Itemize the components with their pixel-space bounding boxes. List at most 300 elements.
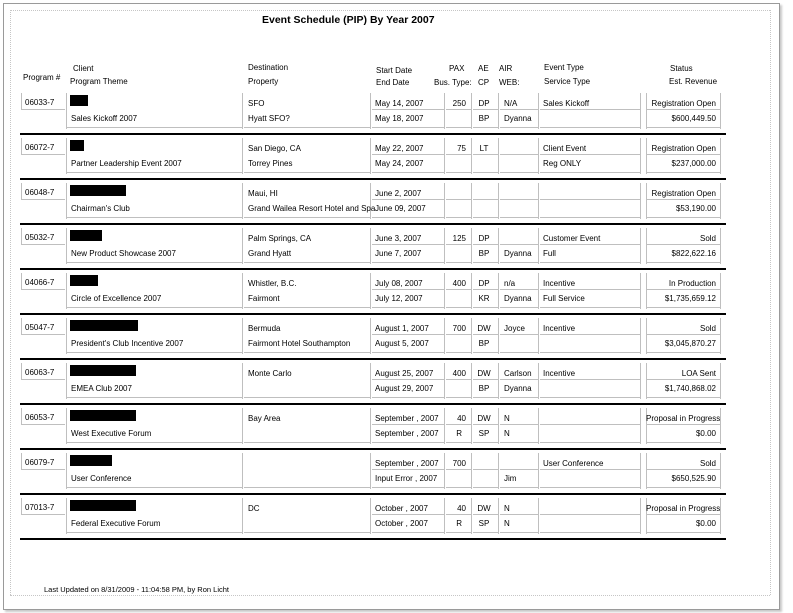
property: Grand Hyatt bbox=[248, 249, 292, 258]
cell-border bbox=[498, 318, 499, 354]
ae-code: DP bbox=[478, 279, 490, 288]
cell-border bbox=[372, 199, 444, 200]
cell-border bbox=[646, 262, 720, 263]
row-separator bbox=[20, 493, 726, 495]
cell-border bbox=[242, 273, 243, 309]
start-date: September , 2007 bbox=[375, 414, 439, 423]
cell-border bbox=[446, 109, 471, 110]
property: Torrey Pines bbox=[248, 159, 293, 168]
cp-code: BP bbox=[478, 249, 490, 258]
property: Hyatt SFO? bbox=[248, 114, 290, 123]
cell-border bbox=[498, 498, 499, 534]
cell-border bbox=[500, 127, 538, 128]
cell-border bbox=[66, 363, 67, 399]
cell-border bbox=[370, 228, 371, 264]
web-value: Dyanna bbox=[504, 114, 532, 123]
cell-border bbox=[21, 199, 65, 200]
est-revenue: $1,740,868.02 bbox=[664, 384, 716, 393]
header-web: WEB: bbox=[499, 78, 520, 87]
cell-border bbox=[540, 217, 640, 218]
cell-border bbox=[446, 127, 471, 128]
status-text: LOA Sent bbox=[681, 369, 716, 378]
redacted-client-name bbox=[70, 320, 138, 331]
cell-border bbox=[540, 487, 640, 488]
cell-border bbox=[500, 469, 538, 470]
cell-border bbox=[372, 334, 444, 335]
end-date: Input Error , 2007 bbox=[375, 474, 438, 483]
cell-border bbox=[66, 172, 242, 173]
cell-border bbox=[500, 154, 538, 155]
cell-border bbox=[646, 244, 720, 245]
cell-border bbox=[538, 138, 539, 174]
cell-border bbox=[446, 424, 471, 425]
event-type: User Conference bbox=[543, 459, 604, 468]
cp-code: BP bbox=[478, 384, 490, 393]
cell-border bbox=[446, 487, 471, 488]
cell-border bbox=[21, 318, 22, 334]
cell-border bbox=[646, 442, 720, 443]
cell-border bbox=[540, 379, 640, 380]
cell-border bbox=[372, 262, 444, 263]
program-number: 06072-7 bbox=[25, 143, 55, 152]
cell-border bbox=[66, 138, 67, 174]
report-title: Event Schedule (PIP) By Year 2007 bbox=[262, 14, 435, 26]
cell-border bbox=[538, 453, 539, 489]
cell-border bbox=[540, 442, 640, 443]
margin-guide-bottom bbox=[10, 595, 770, 596]
cell-border bbox=[500, 424, 538, 425]
cell-border bbox=[540, 352, 640, 353]
cell-border bbox=[500, 397, 538, 398]
header-program: Program # bbox=[23, 73, 61, 82]
cp-code: BP bbox=[478, 339, 490, 348]
property: Fairmont Hotel Southampton bbox=[248, 339, 351, 348]
cell-border bbox=[242, 408, 243, 444]
cell-border bbox=[473, 127, 498, 128]
status-text: In Production bbox=[668, 279, 716, 288]
cell-border bbox=[244, 442, 370, 443]
cell-border bbox=[66, 307, 242, 308]
cell-border bbox=[372, 217, 444, 218]
cell-border bbox=[244, 262, 370, 263]
web-value: Dyanna bbox=[504, 384, 532, 393]
cell-border bbox=[66, 262, 242, 263]
cell-border bbox=[640, 138, 641, 174]
cell-border bbox=[21, 498, 22, 514]
cell-border bbox=[538, 363, 539, 399]
cell-border bbox=[473, 379, 498, 380]
cell-border bbox=[372, 532, 444, 533]
cell-border bbox=[646, 127, 720, 128]
program-number: 04066-7 bbox=[25, 278, 55, 287]
cell-border bbox=[444, 453, 445, 489]
cell-border bbox=[372, 469, 444, 470]
start-date: August 1, 2007 bbox=[375, 324, 429, 333]
cell-border bbox=[21, 424, 65, 425]
cell-border bbox=[471, 273, 472, 309]
cell-border bbox=[540, 199, 640, 200]
cell-border bbox=[66, 318, 67, 354]
end-date: August 5, 2007 bbox=[375, 339, 429, 348]
start-date: July 08, 2007 bbox=[375, 279, 423, 288]
cell-border bbox=[471, 318, 472, 354]
pax-count: 250 bbox=[452, 99, 466, 108]
cell-border bbox=[500, 487, 538, 488]
end-date: June 7, 2007 bbox=[375, 249, 422, 258]
cell-border bbox=[471, 138, 472, 174]
status-text: Sold bbox=[699, 324, 716, 333]
cell-border bbox=[21, 154, 65, 155]
row-separator bbox=[20, 223, 726, 225]
cell-border bbox=[538, 228, 539, 264]
redacted-client-name bbox=[70, 410, 136, 421]
program-theme: Chairman's Club bbox=[71, 204, 130, 213]
cell-border bbox=[370, 138, 371, 174]
cell-border bbox=[471, 363, 472, 399]
cell-border bbox=[444, 93, 445, 129]
cell-border bbox=[720, 138, 721, 174]
cell-border bbox=[473, 289, 498, 290]
status-text: Sold bbox=[699, 459, 716, 468]
header-bus-type: Bus. Type: bbox=[434, 78, 472, 87]
cell-border bbox=[473, 442, 498, 443]
cell-border bbox=[640, 318, 641, 354]
cell-border bbox=[540, 307, 640, 308]
cell-border bbox=[242, 318, 243, 354]
cell-border bbox=[498, 453, 499, 489]
ae-code: DW bbox=[477, 504, 491, 513]
start-date: May 22, 2007 bbox=[375, 144, 424, 153]
cp-code: BP bbox=[478, 114, 490, 123]
last-updated-footer: Last Updated on 8/31/2009 - 11:04:58 PM, by Ron Licht bbox=[44, 585, 229, 594]
destination: Bermuda bbox=[248, 324, 281, 333]
cell-border bbox=[444, 138, 445, 174]
cell-border bbox=[646, 487, 720, 488]
cell-border bbox=[498, 183, 499, 219]
cell-border bbox=[446, 307, 471, 308]
cell-border bbox=[538, 273, 539, 309]
cell-border bbox=[21, 289, 65, 290]
cell-border bbox=[500, 307, 538, 308]
cell-border bbox=[720, 318, 721, 354]
row-separator bbox=[20, 358, 726, 360]
row-separator bbox=[20, 133, 726, 135]
pax-count: 700 bbox=[452, 459, 466, 468]
row-separator bbox=[20, 268, 726, 270]
cell-border bbox=[21, 469, 65, 470]
property: Grand Wailea Resort Hotel and Spa bbox=[248, 204, 376, 213]
cell-border bbox=[66, 397, 242, 398]
cell-border bbox=[372, 379, 444, 380]
cell-border bbox=[498, 363, 499, 399]
cell-border bbox=[500, 262, 538, 263]
cell-border bbox=[720, 273, 721, 309]
pax-count: 400 bbox=[452, 279, 466, 288]
cell-border bbox=[372, 172, 444, 173]
cell-border bbox=[473, 532, 498, 533]
status-text: Proposal in Progress bbox=[646, 504, 721, 513]
cell-border bbox=[540, 127, 640, 128]
cell-border bbox=[370, 453, 371, 489]
cell-border bbox=[372, 442, 444, 443]
cell-border bbox=[471, 498, 472, 534]
cell-border bbox=[500, 172, 538, 173]
header-theme: Program Theme bbox=[70, 77, 128, 86]
cell-border bbox=[244, 217, 370, 218]
cell-border bbox=[244, 172, 370, 173]
end-date: June 09, 2007 bbox=[375, 204, 426, 213]
program-number: 06053-7 bbox=[25, 413, 55, 422]
cell-border bbox=[446, 469, 471, 470]
destination: SFO bbox=[248, 99, 265, 108]
program-theme: Partner Leadership Event 2007 bbox=[71, 159, 182, 168]
header-destination: Destination bbox=[248, 63, 289, 72]
program-theme: Federal Executive Forum bbox=[71, 519, 161, 528]
cell-border bbox=[66, 352, 242, 353]
cell-border bbox=[473, 352, 498, 353]
est-revenue: $53,190.00 bbox=[675, 204, 716, 213]
cell-border bbox=[372, 397, 444, 398]
destination: Bay Area bbox=[248, 414, 281, 423]
cell-border bbox=[66, 273, 67, 309]
cell-border bbox=[444, 273, 445, 309]
cell-border bbox=[444, 228, 445, 264]
cell-border bbox=[646, 397, 720, 398]
cell-border bbox=[66, 442, 242, 443]
program-number: 05032-7 bbox=[25, 233, 55, 242]
ae-code: DW bbox=[477, 369, 491, 378]
pax-count: 700 bbox=[452, 324, 466, 333]
cell-border bbox=[444, 318, 445, 354]
cell-border bbox=[66, 127, 242, 128]
cell-border bbox=[473, 244, 498, 245]
cell-border bbox=[372, 424, 444, 425]
start-date: October , 2007 bbox=[375, 504, 428, 513]
cell-border bbox=[446, 217, 471, 218]
cell-border bbox=[473, 469, 498, 470]
cell-border bbox=[720, 228, 721, 264]
cell-border bbox=[66, 93, 67, 129]
redacted-client-name bbox=[70, 365, 136, 376]
cell-border bbox=[21, 244, 65, 245]
destination: Monte Carlo bbox=[248, 369, 292, 378]
program-theme: User Conference bbox=[71, 474, 132, 483]
cell-border bbox=[473, 262, 498, 263]
redacted-client-name bbox=[70, 275, 98, 286]
event-type: Incentive bbox=[543, 369, 576, 378]
cell-border bbox=[646, 307, 720, 308]
row-separator bbox=[20, 313, 726, 315]
cell-border bbox=[473, 487, 498, 488]
cell-border bbox=[446, 379, 471, 380]
destination: Palm Springs, CA bbox=[248, 234, 312, 243]
web-value: Jim bbox=[504, 474, 517, 483]
cell-border bbox=[473, 514, 498, 515]
cell-border bbox=[540, 514, 640, 515]
cell-border bbox=[646, 352, 720, 353]
web-value: Dyanna bbox=[504, 249, 532, 258]
cell-border bbox=[66, 408, 67, 444]
cell-border bbox=[540, 244, 640, 245]
cell-border bbox=[370, 363, 371, 399]
cell-border bbox=[538, 408, 539, 444]
pax-count: 400 bbox=[452, 369, 466, 378]
cell-border bbox=[372, 307, 444, 308]
row-separator bbox=[20, 403, 726, 405]
cell-border bbox=[21, 408, 22, 424]
cell-border bbox=[498, 228, 499, 264]
event-type: Incentive bbox=[543, 324, 576, 333]
cell-border bbox=[473, 307, 498, 308]
cell-border bbox=[473, 109, 498, 110]
event-type: Customer Event bbox=[543, 234, 601, 243]
cell-border bbox=[242, 498, 243, 534]
start-date: August 25, 2007 bbox=[375, 369, 434, 378]
web-value: N bbox=[504, 519, 510, 528]
est-revenue: $1,735,659.12 bbox=[664, 294, 716, 303]
cell-border bbox=[540, 289, 640, 290]
cell-border bbox=[646, 199, 720, 200]
est-revenue: $600,449.50 bbox=[671, 114, 716, 123]
cell-border bbox=[66, 487, 242, 488]
cell-border bbox=[646, 469, 720, 470]
cell-border bbox=[500, 217, 538, 218]
air-value: N/A bbox=[504, 99, 518, 108]
header-ae: AE bbox=[478, 64, 489, 73]
cell-border bbox=[244, 487, 370, 488]
ae-code: DW bbox=[477, 414, 491, 423]
air-value: N bbox=[504, 414, 510, 423]
status-text: Registration Open bbox=[651, 144, 716, 153]
cell-border bbox=[471, 408, 472, 444]
header-end-date: End Date bbox=[376, 78, 410, 87]
web-value: Dyanna bbox=[504, 294, 532, 303]
service-type: Reg ONLY bbox=[543, 159, 582, 168]
cell-border bbox=[720, 408, 721, 444]
cell-border bbox=[244, 397, 370, 398]
cell-border bbox=[720, 183, 721, 219]
event-type: Sales Kickoff bbox=[543, 99, 590, 108]
cell-border bbox=[242, 453, 243, 489]
cell-border bbox=[500, 379, 538, 380]
cell-border bbox=[646, 424, 720, 425]
cell-border bbox=[720, 498, 721, 534]
header-start-date: Start Date bbox=[376, 66, 413, 75]
cell-border bbox=[446, 532, 471, 533]
start-date: September , 2007 bbox=[375, 459, 439, 468]
cell-border bbox=[500, 289, 538, 290]
est-revenue: $237,000.00 bbox=[671, 159, 716, 168]
cell-border bbox=[372, 154, 444, 155]
status-text: Registration Open bbox=[651, 189, 716, 198]
cell-border bbox=[446, 262, 471, 263]
cell-border bbox=[540, 424, 640, 425]
cell-border bbox=[372, 514, 444, 515]
cell-border bbox=[498, 408, 499, 444]
cell-border bbox=[66, 228, 67, 264]
cell-border bbox=[372, 127, 444, 128]
program-theme: West Executive Forum bbox=[71, 429, 152, 438]
start-date: June 3, 2007 bbox=[375, 234, 422, 243]
cell-border bbox=[21, 183, 22, 199]
cell-border bbox=[444, 408, 445, 444]
cell-border bbox=[720, 453, 721, 489]
end-date: May 24, 2007 bbox=[375, 159, 424, 168]
cell-border bbox=[21, 109, 65, 110]
est-revenue: $3,045,870.27 bbox=[664, 339, 716, 348]
cell-border bbox=[500, 109, 538, 110]
cell-border bbox=[244, 532, 370, 533]
cell-border bbox=[21, 453, 22, 469]
cell-border bbox=[244, 352, 370, 353]
program-theme: Circle of Excellence 2007 bbox=[71, 294, 162, 303]
cell-border bbox=[66, 183, 67, 219]
cell-border bbox=[498, 273, 499, 309]
cell-border bbox=[242, 228, 243, 264]
cell-border bbox=[646, 289, 720, 290]
row-separator bbox=[20, 178, 726, 180]
program-theme: President's Club Incentive 2007 bbox=[71, 339, 184, 348]
cell-border bbox=[21, 273, 22, 289]
cell-border bbox=[473, 199, 498, 200]
cell-border bbox=[540, 109, 640, 110]
end-date: July 12, 2007 bbox=[375, 294, 423, 303]
cell-border bbox=[446, 442, 471, 443]
cell-border bbox=[500, 532, 538, 533]
header-pax: PAX bbox=[449, 64, 465, 73]
cell-border bbox=[640, 93, 641, 129]
cell-border bbox=[646, 172, 720, 173]
program-number: 06033-7 bbox=[25, 98, 55, 107]
cell-border bbox=[500, 199, 538, 200]
ae-code: LT bbox=[479, 144, 489, 153]
cell-border bbox=[370, 273, 371, 309]
est-revenue: $0.00 bbox=[695, 429, 716, 438]
cell-border bbox=[498, 138, 499, 174]
cell-border bbox=[540, 397, 640, 398]
bus-type: R bbox=[456, 519, 462, 528]
web-value: N bbox=[504, 429, 510, 438]
cell-border bbox=[372, 487, 444, 488]
air-value: N bbox=[504, 504, 510, 513]
cell-border bbox=[370, 318, 371, 354]
cell-border bbox=[444, 183, 445, 219]
cell-border bbox=[540, 334, 640, 335]
cp-code: SP bbox=[478, 519, 490, 528]
start-date: May 14, 2007 bbox=[375, 99, 424, 108]
cell-border bbox=[473, 424, 498, 425]
status-text: Sold bbox=[699, 234, 716, 243]
cell-border bbox=[446, 352, 471, 353]
program-theme: New Product Showcase 2007 bbox=[71, 249, 176, 258]
cell-border bbox=[446, 172, 471, 173]
header-air: AIR bbox=[499, 64, 513, 73]
cell-border bbox=[646, 532, 720, 533]
cell-border bbox=[640, 498, 641, 534]
cell-border bbox=[646, 154, 720, 155]
program-theme: EMEA Club 2007 bbox=[71, 384, 132, 393]
cell-border bbox=[446, 514, 471, 515]
cell-border bbox=[500, 334, 538, 335]
cell-border bbox=[242, 363, 243, 399]
cell-border bbox=[446, 244, 471, 245]
cell-border bbox=[500, 442, 538, 443]
cell-border bbox=[473, 154, 498, 155]
cell-border bbox=[471, 183, 472, 219]
air-value: n/a bbox=[504, 279, 516, 288]
cell-border bbox=[640, 183, 641, 219]
cell-border bbox=[500, 352, 538, 353]
